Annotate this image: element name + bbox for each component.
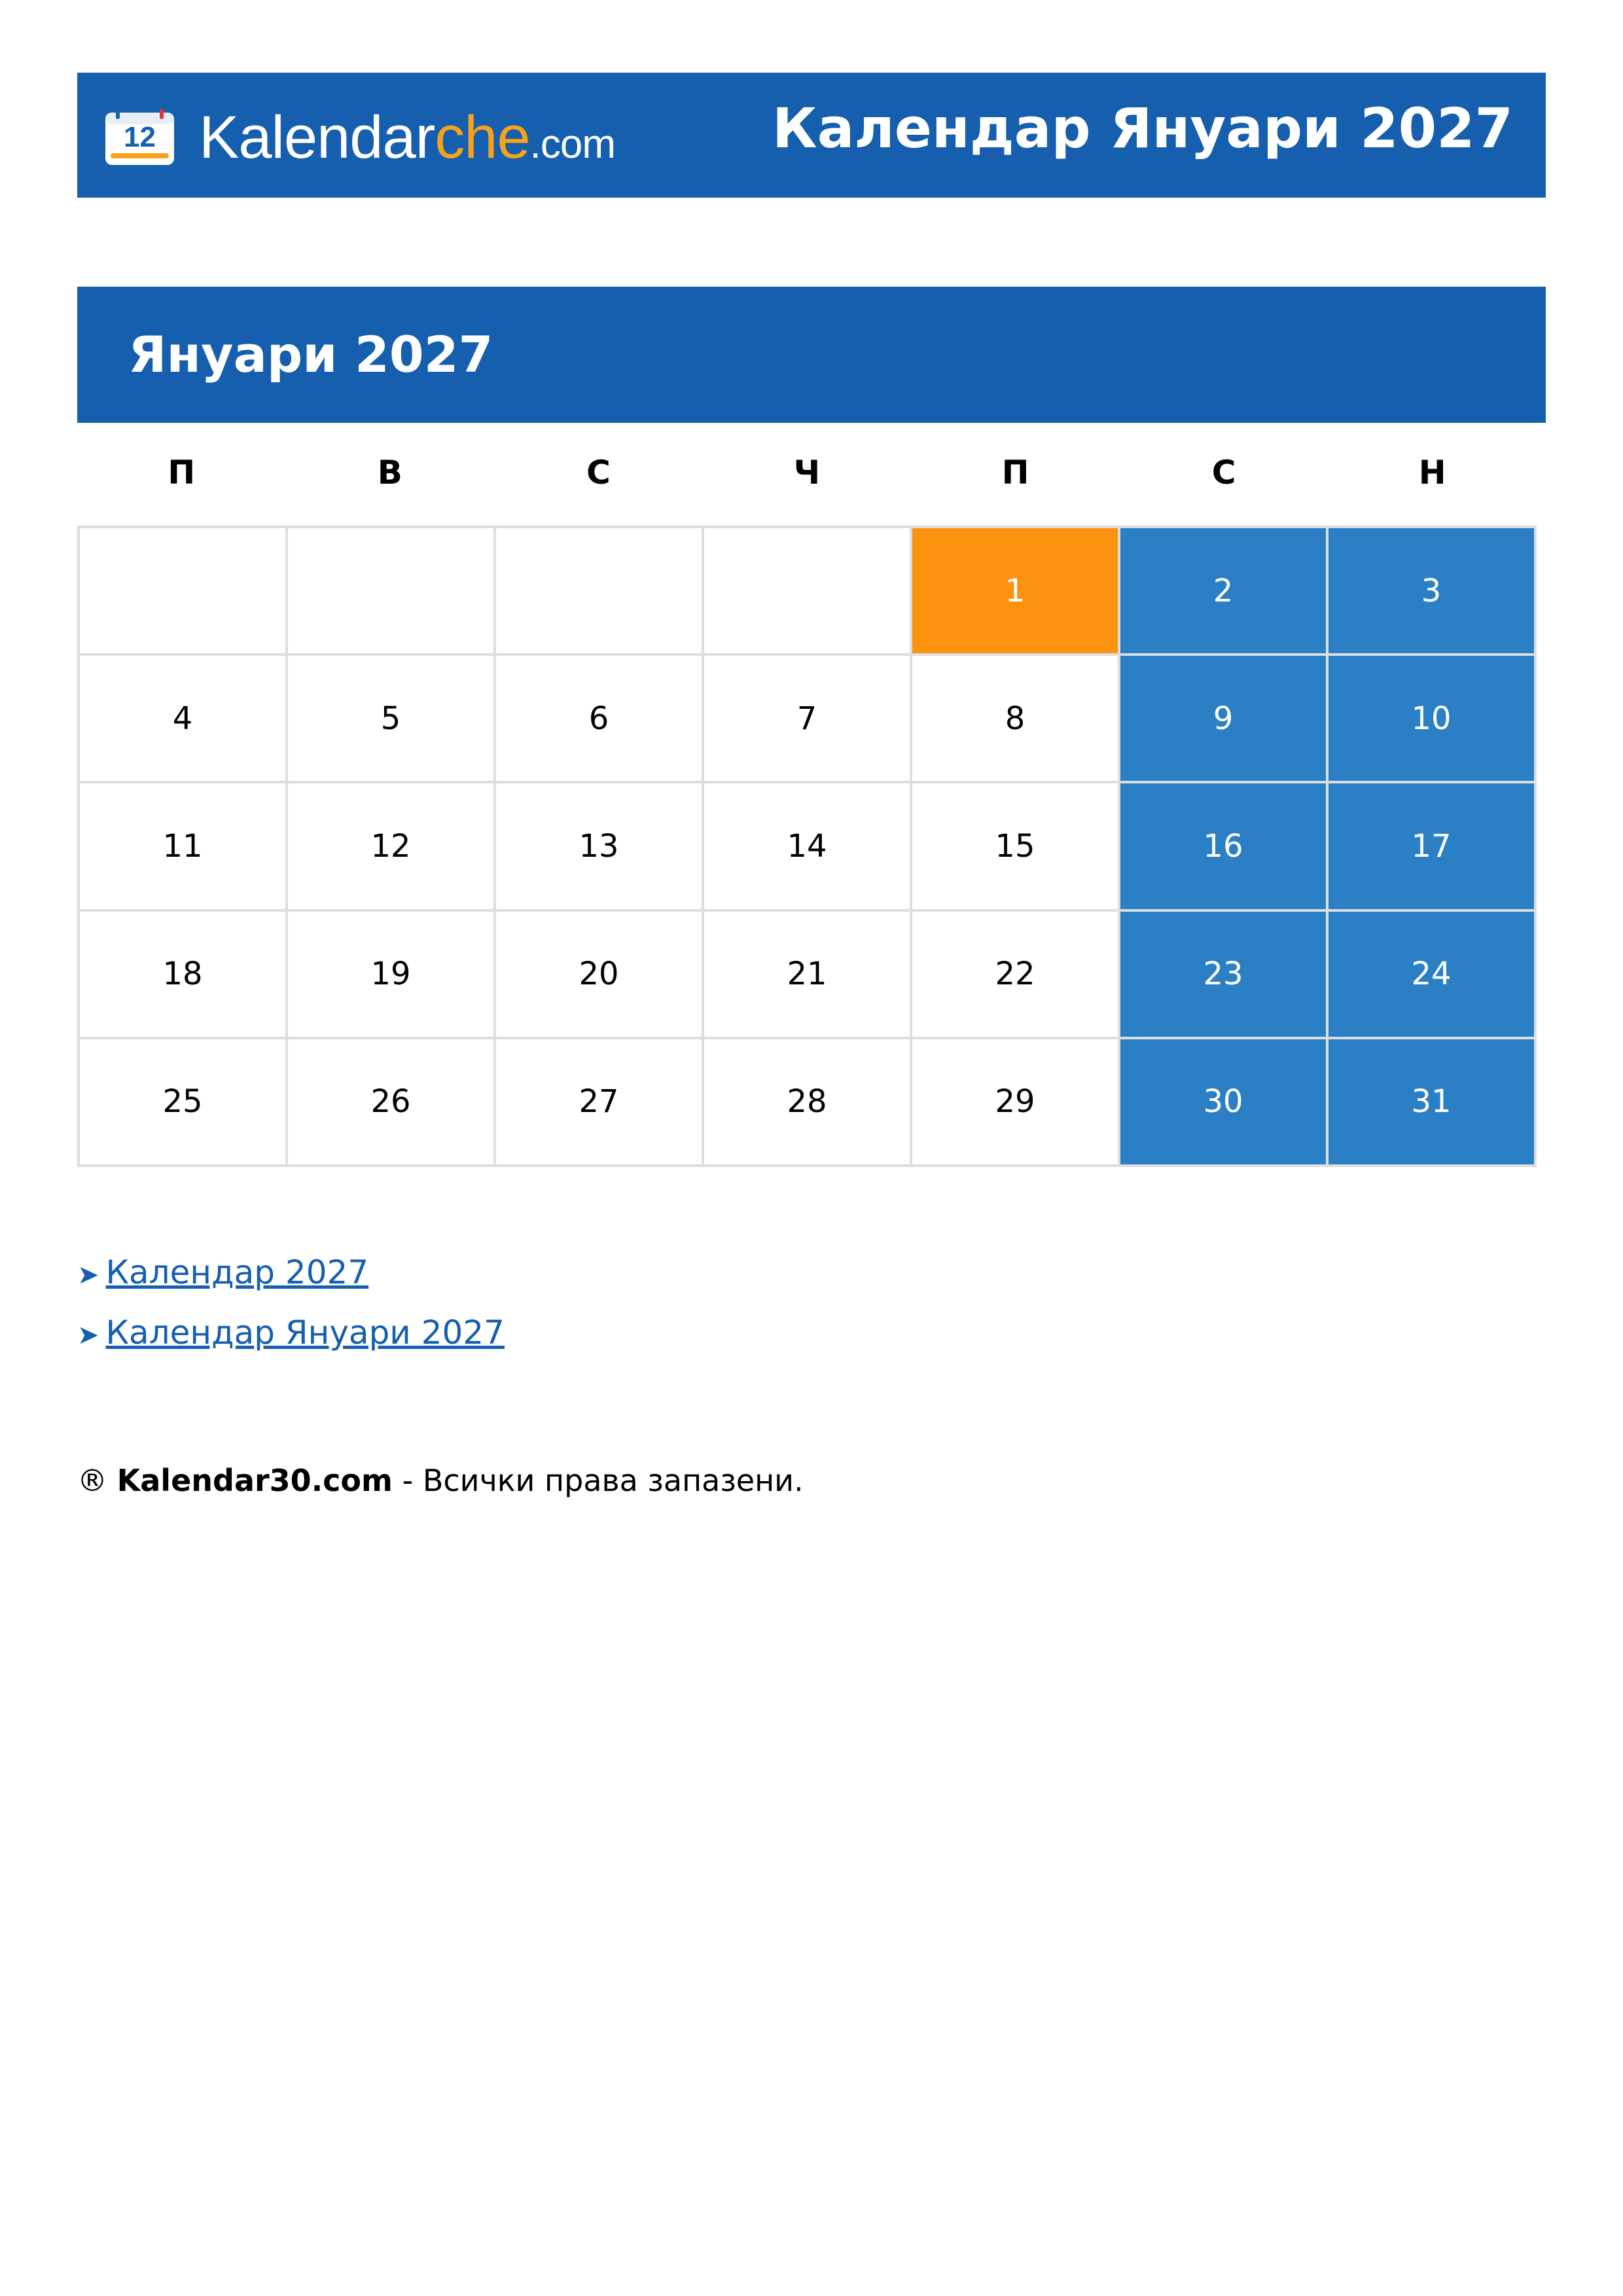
empty-day-cell xyxy=(80,528,288,656)
registered-symbol: ® xyxy=(77,1463,107,1498)
weekend-day-cell: 2 xyxy=(1120,528,1329,656)
brand-accent: che xyxy=(435,104,530,171)
weekday-header: В xyxy=(377,454,402,492)
link-row-month xyxy=(77,1302,505,1363)
weekday-header: С xyxy=(1211,454,1236,492)
link-calendar-2027[interactable]: Календар 2027 xyxy=(105,1253,369,1291)
calendar-grid xyxy=(77,526,1537,1167)
weekday-header: П xyxy=(1001,454,1029,492)
weekend-day-cell: 24 xyxy=(1329,912,1537,1039)
day-cell: 22 xyxy=(912,912,1120,1039)
brand-tld: .com xyxy=(529,122,615,167)
arrow-icon: ➤ xyxy=(77,1320,99,1350)
day-cell: 25 xyxy=(80,1039,288,1167)
weekday-header-row xyxy=(77,432,1537,513)
day-cell: 4 xyxy=(80,656,288,783)
page-title: Календар Януари 2027 xyxy=(772,96,1513,160)
weekend-day-cell: 30 xyxy=(1120,1039,1329,1167)
day-cell: 28 xyxy=(704,1039,912,1167)
day-cell: 12 xyxy=(288,783,496,911)
weekend-day-cell: 10 xyxy=(1329,656,1537,783)
weekend-day-cell: 23 xyxy=(1120,912,1329,1039)
empty-day-cell xyxy=(496,528,704,656)
day-cell: 11 xyxy=(80,783,288,911)
empty-day-cell xyxy=(288,528,496,656)
header-banner xyxy=(77,73,1546,198)
day-cell: 5 xyxy=(288,656,496,783)
calendar-icon-number: 12 xyxy=(124,121,156,153)
day-cell: 6 xyxy=(496,656,704,783)
day-cell: 8 xyxy=(912,656,1120,783)
empty-day-cell xyxy=(704,528,912,656)
month-title: Януари 2027 xyxy=(128,325,493,384)
weekday-header: С xyxy=(586,454,611,492)
day-cell: 26 xyxy=(288,1039,496,1167)
holiday-day-cell: 1 xyxy=(912,528,1120,656)
month-title-bar xyxy=(77,287,1546,423)
day-cell: 19 xyxy=(288,912,496,1039)
day-cell: 15 xyxy=(912,783,1120,911)
weekend-day-cell: 17 xyxy=(1329,783,1537,911)
calendar-icon xyxy=(105,109,174,165)
related-links xyxy=(77,1242,505,1363)
day-cell: 13 xyxy=(496,783,704,911)
weekday-header: Ч xyxy=(793,454,821,492)
brand-main: Kalendar xyxy=(199,104,435,171)
weekday-header: Н xyxy=(1418,454,1446,492)
day-cell: 18 xyxy=(80,912,288,1039)
day-cell: 21 xyxy=(704,912,912,1039)
weekend-day-cell: 3 xyxy=(1329,528,1537,656)
day-cell: 27 xyxy=(496,1039,704,1167)
copyright-footer xyxy=(77,1454,804,1507)
weekend-day-cell: 9 xyxy=(1120,656,1329,783)
footer-text: - Всички права запазени. xyxy=(392,1463,804,1498)
weekday-header: П xyxy=(168,454,196,492)
weekend-day-cell: 16 xyxy=(1120,783,1329,911)
day-cell: 29 xyxy=(912,1039,1120,1167)
day-cell: 20 xyxy=(496,912,704,1039)
link-row-year xyxy=(77,1242,505,1302)
link-calendar-january-2027[interactable]: Календар Януари 2027 xyxy=(105,1314,505,1352)
day-cell: 14 xyxy=(704,783,912,911)
footer-brand: Kalendar30.com xyxy=(116,1463,393,1498)
brand-logo[interactable] xyxy=(199,101,615,173)
weekend-day-cell: 31 xyxy=(1329,1039,1537,1167)
day-cell: 7 xyxy=(704,656,912,783)
arrow-icon: ➤ xyxy=(77,1260,99,1290)
